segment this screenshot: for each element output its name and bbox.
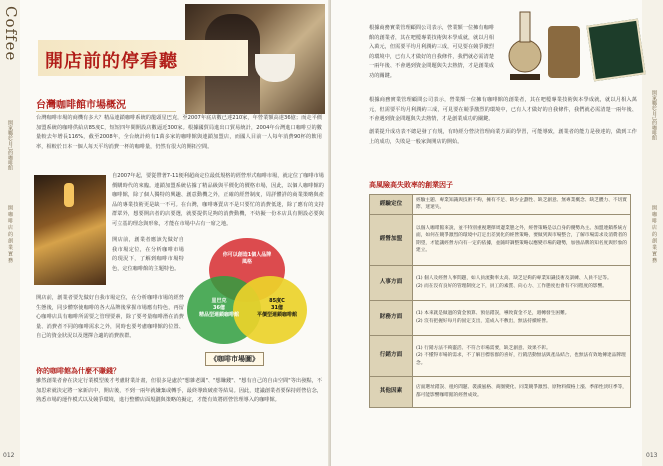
venn-label-personal: 你可以創造1個人品牌風格 (222, 252, 272, 265)
table-value: (1) 個人及經營人事問題，如人員流動率太高、缺乏足夠的專業知識技術及訓練、人員不足等。 (2) 而在沒有良好的管理制度之下，員工的素質、向心力、工作態度也會有不同程度的影響。 (413, 265, 631, 300)
table-row (370, 335, 631, 376)
paragraph-5: 雖然創業者會在決定行業模型後才考慮財業計畫，但很多是處於"想雜老闆"、"想賺錢"、"想有自己的自由空間"等出發點，不加思索就決定將一家新店中，開店後，不到一兩年就嫌棄或轉手，最終導致破產等結局。因此，建議創業者要保持經營信念，熟悉市場的運作模式以及競爭環境，進行整體店面規劃與策略的擬定，才能有效將經營管理導入的咖啡館。 (36, 378, 322, 404)
siphon-icon (500, 4, 550, 84)
venn-label-starbucks: 星巴克 36億 精品型連鎖咖啡館 (198, 298, 239, 318)
table-row (370, 195, 631, 215)
right-paragraph-1-top: 根據商務實業管理顧問公司表示，營業額一位擁有咖啡館的創業者，其在吧檯專業技術與本學成就，就以月相入萬元，但需要平均月利潤約三成，可見要在競爭激烈的環境中，已有人才做好的自我條件，我們就必需清楚一兩年後、不會遇到資金問題與失去熱情，才是創業成功的關鍵。 (369, 25, 494, 79)
coffee-market-venn-diagram (187, 238, 307, 348)
paragraph-1: 台灣咖啡市場的商機有多大？精品連鎖咖啡系統的龍頭星巴克，至2007年底店數已達210家，年營業額高達36億；而走平價加盟系統的咖啡供給店85度C，短短四年間開設店數逼近300家。根據國貿局進出口貿易統計，2004年台灣進口咖啡豆的數量較去年增長116%，截至2008年，全台統計約有1萬多家的咖啡館與連鎖加盟店，而國人目前一人每年消費90杯的飲用率，相較於日本一個人每天平均消費一杯的咖啡量，仍然有很大的開拓空間。 (36, 115, 322, 150)
table-row (370, 214, 631, 265)
table-row (370, 376, 631, 407)
right-side-caption: 開家屬於自己的咖啡館 (651, 90, 657, 140)
paragraph-3: 開店前，創業者應該先做好自我市場定位，在分析咖啡市場的現況下，了解到咖啡市場特色，定位咖啡館的主題特色。 (112, 237, 184, 272)
right-paragraph-1: 根據商務實業管理顧問公司表示，營業額一位擁有咖啡館的創業者，其在吧檯專業技術與本學成就，就以月相入萬元，但需要平均月利潤約三成，可見要在競爭激烈的環境中，已有人才做好的自我條件，我們就必需清楚一兩年後、不會遇到資金問題與失去熱情，才是創業成功的關鍵。 (369, 97, 637, 123)
table-key: 行銷方面 (370, 335, 413, 376)
table-row (370, 265, 631, 300)
left-side-caption-2: 開 咖 啡 店 的 創 業 實 務 (7, 205, 13, 263)
paragraph-4: 開店前，創業者要先做好自我市場定位，在分析咖啡市場的經營生態後，同步體察使咖啡的各大品牌後掌握市場應有特色，再留心咖啡店具有咖啡所需要之管理要素，除了要考量咖啡潛在消費量、消費者不同的咖啡需求之外，同時也要考慮咖啡館的位置、自己的資金狀況以及選擇合適的消費族群。 (36, 295, 184, 340)
table-row (370, 300, 631, 335)
table-value: 以個人咖啡館來說，並不特別重視選擇周邊業態之外，經營策略是以自身的優勢為主。加盟連鎖系統方面，如何在競爭激烈的環境中訂定出差異化的經營策略，要做到與市場整合，了解市場需求及消費者的期望，才能讓經營方向有一定的依據，並隨時調整策略以應變市場的趨勢，加強品牌的知名度與形象的建立。 (413, 214, 631, 265)
venn-label-85c: 85度C 31億 平價型連鎖咖啡館 (256, 298, 297, 318)
table-value: (1) 行銷方法不夠靈活、不符合市場需要，缺乏創意、效果不彰。 (2) 不懂得市場的需求，不了解目標客群的喜好，行銷活動無法與產品結合，也無法有效地傳達品牌理念。 (413, 335, 631, 376)
table-key: 經驗定位 (370, 195, 413, 215)
right-paragraph-2: 創業提升成功表不總是發了有規，有時經分營決管理商業方面的學習，可能導致，創業者的能力是發達的，做到工作上的成功，失敗是一般家與開店的開始。 (369, 129, 637, 145)
table-value: (1) 本來就是做過的資金預算、預估錯誤，導致資金不足，週轉發生困難。 (2) 沒有把握好每月的固定支出，造成入不敷出，無法持續經營。 (413, 300, 631, 335)
coffee-equipment-photo (500, 4, 655, 84)
grinder-icon (548, 26, 580, 78)
table-value: 經驗主題、專業知識與技術不夠，擁有不足、缺少企劃性、缺乏創意、無專業概念、缺乏體力、不切實際、迷迷失。 (413, 195, 631, 215)
section-title: 台灣咖啡館市場概況 (36, 100, 126, 111)
table-key: 人事方面 (370, 265, 413, 300)
venn-caption: 《咖啡市場圖》 (205, 352, 264, 366)
risk-factor-table (369, 194, 631, 408)
table-key: 經營加盟 (370, 214, 413, 265)
table-key: 其他因素 (370, 376, 413, 407)
menu-card-icon (586, 19, 645, 82)
table-key: 財務方面 (370, 300, 413, 335)
table-value: 店面選址錯誤、租約問題、裝潢風格、商圈變化、同業競爭激烈、原物料價格上漲、季節性淡旺季等，都可能影響咖啡館的經營成效。 (413, 376, 631, 407)
left-side-caption: 開家屬於自己的咖啡館 (7, 120, 13, 170)
paragraph-2: 自2007年起，要從帶著7-11便利超商定位最低規格的經營形式咖啡市場，就定位了咖啡市場價購時代的來臨。連鎖加盟系統佔據了精品級與平價化的價格市場，因此，以個人咖啡館的咖啡館，除了個人獨特的興趣、創意動機之外，正確的經營制度，周詳體詳的商業策略與產品的專業技術更是缺一不可。在台灣，咖啡專賣店不是只要忙的消費低迷，除了應有的支持群眾外，想要開店者的店要選，就要提供足夠的消費動機，不妨擬一份本店具有開設必要與可立基的理念與形象，才能在市場中占有一席之地。 (112, 173, 324, 227)
right-subheading: 高風險高失敗率的創業因子 (369, 181, 453, 189)
coffee-section-word: Coffee (2, 6, 20, 62)
subheading-why-no-profit: 你的咖啡館為什麼不賺錢？ (36, 367, 120, 375)
page-title: 開店前的停看聽 (45, 51, 178, 72)
right-page-number: 013 (646, 452, 658, 459)
section-underline (36, 111, 176, 112)
right-side-caption-2: 開 咖 啡 店 的 創 業 實 務 (651, 205, 657, 263)
cafe-interior-photo (34, 175, 106, 285)
left-page-number: 012 (3, 452, 15, 459)
